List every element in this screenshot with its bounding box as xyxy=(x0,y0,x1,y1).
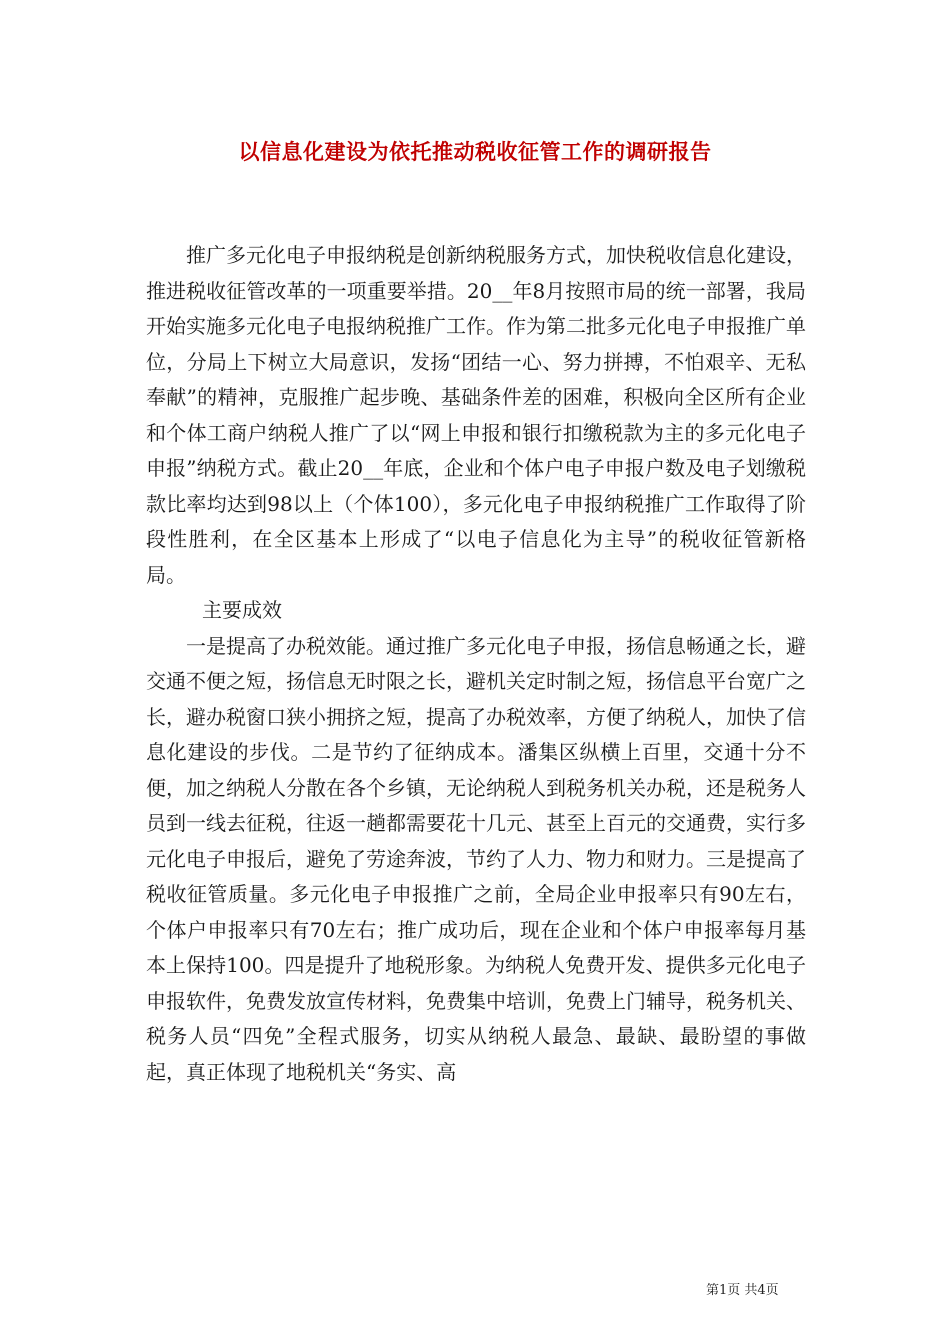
document-title: 以信息化建设为依托推动税收征管工作的调研报告 xyxy=(238,139,712,164)
document-body xyxy=(146,238,806,1090)
results-paragraph: 一是提高了办税效能。通过推广多元化电子申报，扬信息畅通之长，避交通不便之短，扬信息无时限之长，避机关定时制之短，扬信息平台宽广之长，避办税窗口狭小拥挤之短，提高了办税效率，方便了纳税人，加快了信息化建设的步伐。二是节约了征纳成本。潘集区纵横上百里，交通十分不便，加之纳税人分散在各个乡镇，无论纳税人到税务机关办税，还是税务人员到一线去征税，往返一趟都需要花十几元、甚至上百元的交通费，实行多元化电子申报后，避免了劳途奔波，节约了人力、物力和财力。三是提高了税收征管质量。多元化电子申报推广之前，全局企业申报率只有90左右，个体户申报率只有70左右；推广成功后，现在企业和个体户申报率每月基本上保持100。四是提升了地税形象。为纳税人免费开发、提供多元化电子申报软件，免费发放宣传材料，免费集中培训，免费上门辅导，税务机关、税务人员“四免”全程式服务，切实从纳税人最急、最缺、最盼望的事做起，真正体现了地税机关“务实、高 xyxy=(146,633,806,1084)
page-footer: 第1页 共4页 xyxy=(706,1283,779,1298)
section-heading: 主要成效 xyxy=(202,598,282,622)
intro-paragraph: 推广多元化电子申报纳税是创新纳税服务方式，加快税收信息化建设，推进税收征管改革的一项重要举措。20__年8月按照市局的统一部署，我局开始实施多元化电子电报纳税推广工作。作为第二批多元化电子申报推广单位，分局上下树立大局意识，发扬“团结一心、努力拼搏，不怕艰辛、无私奉献”的精神，克服推广起步晚、基础条件差的困难，积极向全区所有企业和个体工商户纳税人推广了以“网上申报和银行扣缴税款为主的多元化电子申报”纳税方式。截止20__年底，企业和个体户电子申报户数及电子划缴税款比率均达到98以上（个体100），多元化电子申报纳税推广工作取得了阶段性胜利，在全区基本上形成了“以电子信息化为主导”的税收征管新格局。 xyxy=(146,243,806,587)
